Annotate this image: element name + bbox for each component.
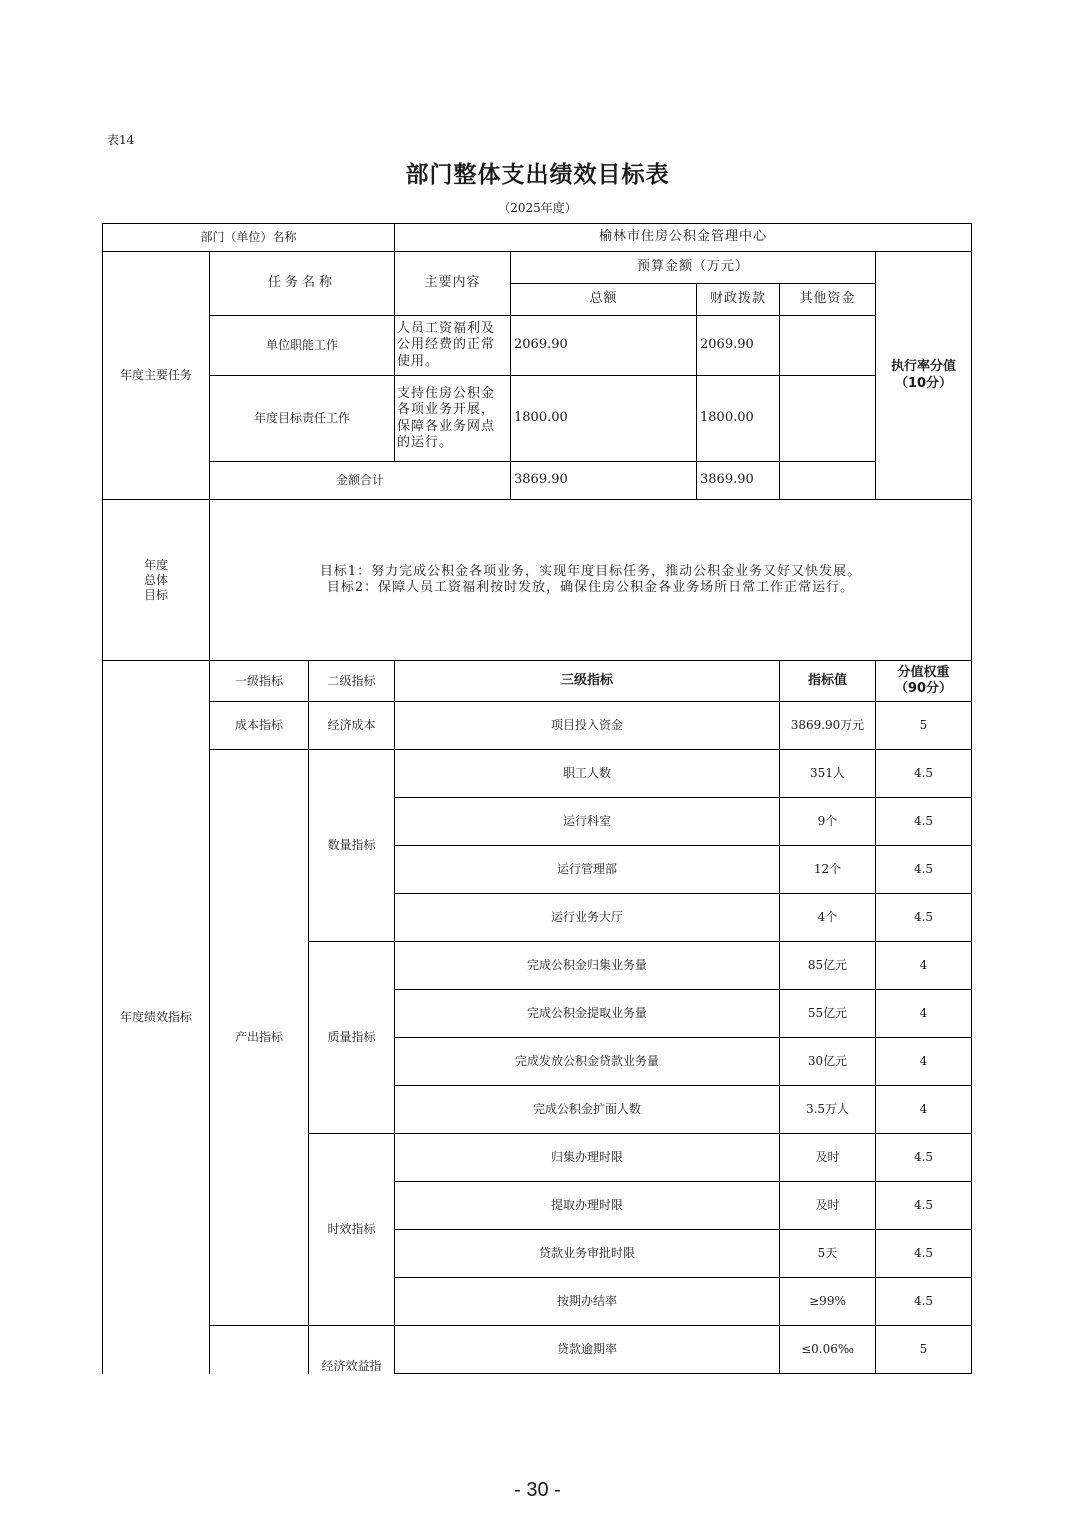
task-name: 年度目标责任工作 <box>210 376 395 462</box>
level3-name: 运行管理部 <box>395 846 780 894</box>
indicator-weight: 4.5 <box>876 750 972 798</box>
indicator-weight: 4.5 <box>876 1278 972 1326</box>
goal-item: 目标2：保障人员工资福利按时发放，确保住房公积金各业务场所日常工作正常运行。 <box>326 580 855 595</box>
indicator-value: 9个 <box>780 798 876 846</box>
level3-name: 完成发放公积金贷款业务量 <box>395 1038 780 1086</box>
task-total: 2069.90 <box>511 316 697 376</box>
dept-label: 部门（单位）名称 <box>103 224 395 252</box>
goals-label-line: 总体 <box>143 572 168 587</box>
task-content: 支持住房公积金各项业务开展，保障各业务网点的运行。 <box>395 376 511 462</box>
task-fiscal: 2069.90 <box>697 316 780 376</box>
task-row <box>103 376 972 462</box>
level3-name: 贷款业务审批时限 <box>395 1230 780 1278</box>
level3-name: 完成公积金提取业务量 <box>395 990 780 1038</box>
level1-cost: 成本指标 <box>210 702 309 750</box>
value-header: 指标值 <box>780 661 876 702</box>
indicator-weight: 4.5 <box>876 1230 972 1278</box>
document-year: （2025年度） <box>498 201 577 215</box>
goals-label <box>103 500 210 661</box>
indicator-row <box>103 750 972 798</box>
level3-name: 运行科室 <box>395 798 780 846</box>
goals-text <box>210 500 972 661</box>
indicators-section-label: 年度绩效指标 <box>103 661 210 1374</box>
budget-total-header: 总额 <box>511 284 697 316</box>
task-sum-row <box>103 462 972 500</box>
level3-header: 三级指标 <box>395 661 780 702</box>
level2-quality: 质量指标 <box>309 942 395 1134</box>
task-total: 1800.00 <box>511 376 697 462</box>
indicator-row <box>103 702 972 750</box>
dept-row <box>103 224 972 252</box>
indicator-value: 3.5万人 <box>780 1086 876 1134</box>
level3-name: 完成公积金归集业务量 <box>395 942 780 990</box>
level3-name: 职工人数 <box>395 750 780 798</box>
execution-score-cell <box>876 252 972 500</box>
indicator-weight: 4.5 <box>876 1134 972 1182</box>
indicator-weight: 4 <box>876 1038 972 1086</box>
page-number: - 30 - <box>514 1479 561 1501</box>
indicator-value: 30亿元 <box>780 1038 876 1086</box>
level2-economic: 经济效益指 <box>309 1326 395 1374</box>
task-name-header: 任务名称 <box>210 252 395 316</box>
tasks-section-label: 年度主要任务 <box>103 252 210 500</box>
document-title: 部门整体支出绩效目标表 <box>405 162 670 188</box>
execution-score-label: 执行率分值 <box>890 359 956 375</box>
task-content-header: 主要内容 <box>395 252 511 316</box>
task-header-row <box>103 252 972 284</box>
goal-item: 目标1：努力完成公积金各项业务，实现年度目标任务，推动公积金业务又好又快发展。 <box>319 563 862 579</box>
level2-timeliness: 时效指标 <box>309 1134 395 1326</box>
task-other <box>780 376 876 462</box>
sum-fiscal: 3869.90 <box>697 462 780 500</box>
indicator-weight: 4.5 <box>876 894 972 942</box>
level3-name: 归集办理时限 <box>395 1134 780 1182</box>
indicator-value: 12个 <box>780 846 876 894</box>
indicator-value: 4个 <box>780 894 876 942</box>
indicator-value: 5天 <box>780 1230 876 1278</box>
task-row <box>103 316 972 376</box>
indicator-header-row <box>103 661 972 702</box>
task-content: 人员工资福利及公用经费的正常使用。 <box>395 316 511 376</box>
indicator-weight: 4.5 <box>876 846 972 894</box>
task-name: 单位职能工作 <box>210 316 395 376</box>
indicator-weight: 4 <box>876 1086 972 1134</box>
level2-quantity: 数量指标 <box>309 750 395 942</box>
sum-total: 3869.90 <box>511 462 697 500</box>
execution-score-points: （10分） <box>894 375 953 391</box>
goals-label-line: 年度 <box>143 557 168 572</box>
dept-value: 榆林市住房公积金管理中心 <box>395 224 972 252</box>
indicator-value: 351人 <box>780 750 876 798</box>
level1-header: 一级指标 <box>210 661 309 702</box>
level2-cost: 经济成本 <box>309 702 395 750</box>
level3-name: 提取办理时限 <box>395 1182 780 1230</box>
task-fiscal: 1800.00 <box>697 376 780 462</box>
indicator-row <box>103 1326 972 1374</box>
level3-name: 贷款逾期率 <box>395 1326 780 1374</box>
weight-header-label: 分值权重 <box>897 664 950 680</box>
indicator-weight: 5 <box>876 702 972 750</box>
indicator-value: 及时 <box>780 1182 876 1230</box>
indicator-weight: 4 <box>876 942 972 990</box>
indicator-weight: 5 <box>876 1326 972 1374</box>
table-label: 表14 <box>107 133 135 147</box>
sum-label: 金额合计 <box>210 462 511 500</box>
goals-row <box>103 500 972 661</box>
level3-name: 运行业务大厅 <box>395 894 780 942</box>
goals-label-line: 目标 <box>143 587 168 602</box>
weight-header <box>876 661 972 702</box>
indicator-weight: 4.5 <box>876 798 972 846</box>
indicator-value: 及时 <box>780 1134 876 1182</box>
budget-fiscal-header: 财政拨款 <box>697 284 780 316</box>
indicator-value: ≥99% <box>780 1278 876 1326</box>
indicator-value: ≤0.06‰ <box>780 1326 876 1374</box>
indicator-value: 85亿元 <box>780 942 876 990</box>
level3-name: 完成公积金扩面人数 <box>395 1086 780 1134</box>
budget-other-header: 其他资金 <box>780 284 876 316</box>
level1-output: 产出指标 <box>210 750 309 1326</box>
level2-header: 二级指标 <box>309 661 395 702</box>
indicator-value: 3869.90万元 <box>780 702 876 750</box>
task-other <box>780 316 876 376</box>
level1-benefit <box>210 1326 309 1374</box>
level3-name: 按期办结率 <box>395 1278 780 1326</box>
level3-name: 项目投入资金 <box>395 702 780 750</box>
indicator-weight: 4.5 <box>876 1182 972 1230</box>
performance-table <box>102 223 972 1374</box>
sum-other <box>780 462 876 500</box>
indicator-value: 55亿元 <box>780 990 876 1038</box>
weight-header-points: （90分） <box>894 681 953 696</box>
indicator-weight: 4 <box>876 990 972 1038</box>
budget-header: 预算金额（万元） <box>511 252 876 284</box>
